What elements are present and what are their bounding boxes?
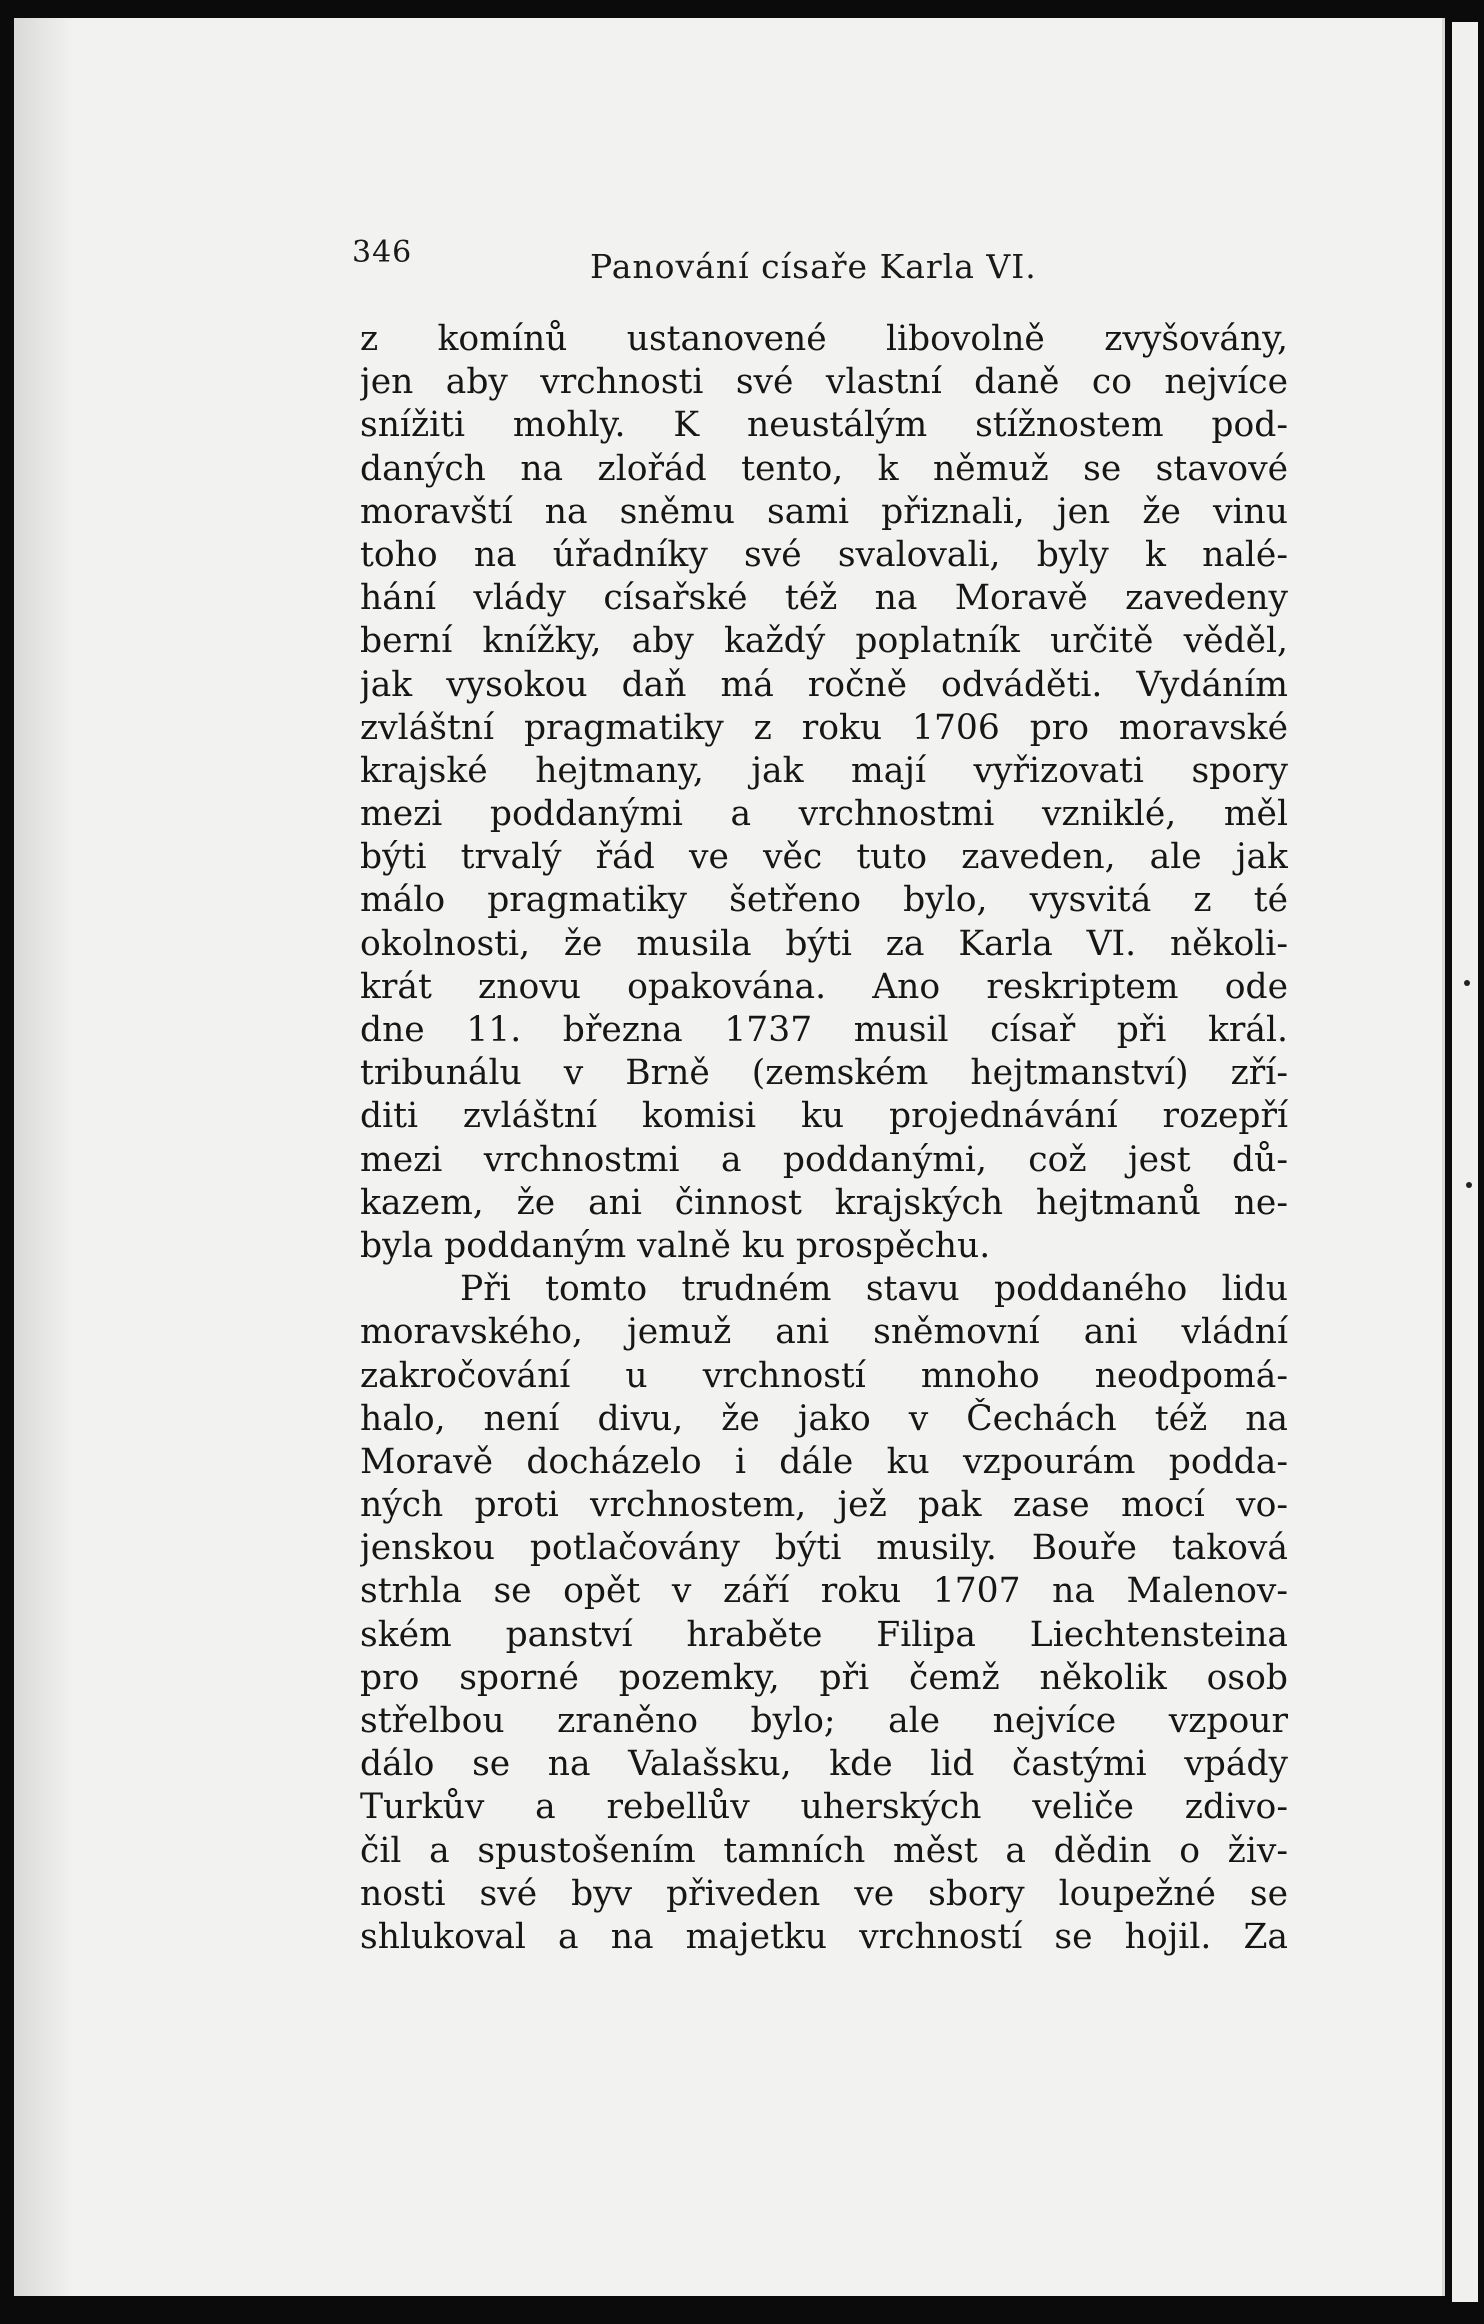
text-line: toho na úřadníky své svalovali, byly k nalé-: [360, 534, 1288, 575]
text-line: Moravě docházelo i dále ku vzpourám podda-: [360, 1441, 1288, 1482]
page-header: [352, 235, 1292, 295]
text-line: ském panství hraběte Filipa Liechtensteina: [360, 1614, 1288, 1655]
text-line: snížiti mohly. K neustálým stížnostem pod-: [360, 405, 1288, 446]
text-line: z komínů ustanovené libovolně zvyšovány,: [360, 319, 1288, 359]
text-line: zvláštní pragmatiky z roku 1706 pro moravské: [360, 707, 1288, 748]
text-line: dálo se na Valašsku, kde lid častými vpády: [360, 1744, 1288, 1785]
margin-speck: [1466, 1182, 1472, 1188]
text-line: dne 11. března 1737 musil císař při král.: [360, 1010, 1288, 1050]
text-line: krát znovu opakována. Ano reskriptem ode: [360, 966, 1288, 1007]
text-line: shlukoval a na majetku vrchností se hojil. Za: [360, 1916, 1288, 1957]
text-line: moravského, jemuž ani sněmovní ani vládní: [360, 1312, 1288, 1353]
text-line: diti zvláštní komisi ku projednávání rozepří: [360, 1096, 1288, 1137]
text-line: býti trvalý řád ve věc tuto zaveden, ale jak: [360, 837, 1288, 878]
body-text: [360, 318, 1288, 1959]
text-line: moravští na sněmu sami přiznali, jen že vinu: [360, 491, 1288, 532]
text-line: hání vlády císařské též na Moravě zavedeny: [360, 578, 1288, 619]
text-line: okolnosti, že musila býti za Karla VI. několi-: [360, 923, 1288, 964]
text-line: jenskou potlačovány býti musily. Bouře taková: [360, 1528, 1288, 1569]
page-number: 346: [352, 235, 413, 270]
text-line: Turkův a rebellův uherských veliče zdivo-: [360, 1787, 1288, 1828]
text-line: málo pragmatiky šetřeno bylo, vysvitá z té: [360, 880, 1288, 921]
margin-speck: [1464, 980, 1470, 986]
text-line: tribunálu v Brně (zemském hejtmanství) zří-: [360, 1053, 1288, 1094]
text-line: mezi poddanými a vrchnostmi vzniklé, měl: [360, 794, 1288, 835]
text-line: jak vysokou daň má ročně odváděti. Vydáním: [360, 664, 1288, 705]
adjacent-page-edge: [1452, 22, 1478, 2302]
text-line: strhla se opět v září roku 1707 na Malenov-: [360, 1571, 1288, 1612]
text-line: jen aby vrchnosti své vlastní daně co nejvíce: [360, 362, 1288, 403]
text-line: nosti své byv přiveden ve sbory loupežné se: [360, 1873, 1288, 1914]
text-line: berní knížky, aby každý poplatník určitě věděl,: [360, 621, 1288, 662]
text-line: daných na zlořád tento, k němuž se stavové: [360, 448, 1288, 489]
text-line: čil a spustošením tamních měst a dědin o živ-: [360, 1830, 1288, 1871]
text-line: halo, není divu, že jako v Čechách též na: [360, 1398, 1288, 1439]
text-line: krajské hejtmany, jak mají vyřizovati spory: [360, 750, 1288, 791]
text-line: kazem, že ani činnost krajských hejtmanů ne-: [360, 1182, 1288, 1223]
gutter-shadow: [14, 18, 74, 2296]
text-line: ných proti vrchnostem, jež pak zase mocí vo-: [360, 1485, 1288, 1526]
paragraph-start-line: Při tomto trudném stavu poddaného lidu: [460, 1269, 1288, 1310]
text-line: mezi vrchnostmi a poddanými, což jest dů-: [360, 1139, 1288, 1180]
text-line: pro sporné pozemky, při čemž několik osob: [360, 1657, 1288, 1698]
running-title: Panování císaře Karla VI.: [590, 247, 1037, 286]
text-line: zakročování u vrchností mnoho neodpomá-: [360, 1355, 1288, 1396]
paragraph-end-line: byla poddaným valně ku prospěchu.: [360, 1225, 991, 1266]
text-line: střelbou zraněno bylo; ale nejvíce vzpour: [360, 1701, 1288, 1741]
